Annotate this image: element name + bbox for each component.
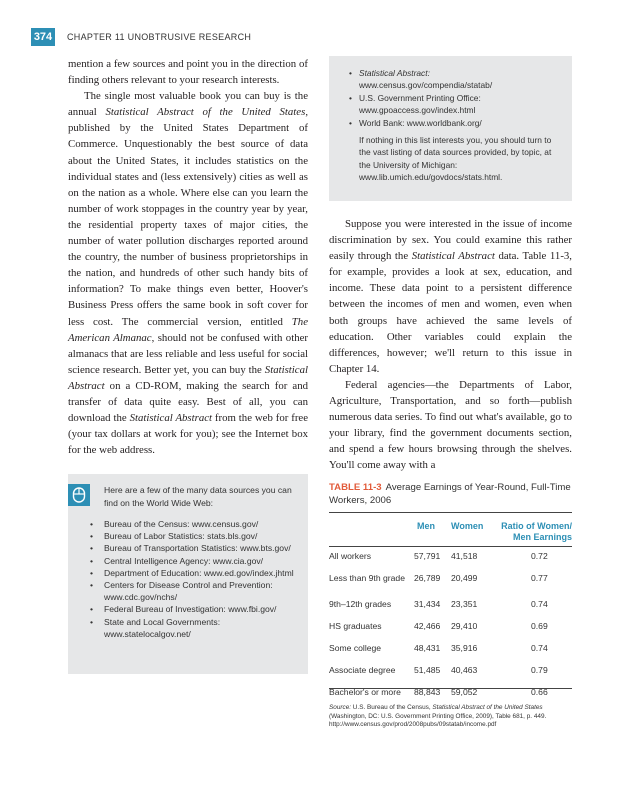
box-intro: Here are a few of the many data sources you can find on the World Wide Web: (104, 485, 292, 508)
data-sources-box-continued (329, 56, 572, 201)
paragraph: Suppose you were interested in the issue of income discrimination by sex. You could examine this rather easily through the Statistical Abstract data. Table 11-3, for example, provides a look at sex, education, and income. These data point to a persistent difference between the incomes of men and women, even when both groups have achieved the same levels of education. Other variables could explain the differences, however; we'll return to this issue in Chapter 14. (329, 218, 573, 375)
table-label: TABLE 11-3 (329, 482, 382, 493)
list-item: • U.S. Government Printing Office: www.gpoaccess.gov/index.html (349, 92, 562, 117)
table-rule-bottom (329, 688, 572, 689)
table-row: 9th–12th grades 31,434 23,351 0.74 (329, 599, 548, 609)
internet-sources-box (68, 474, 308, 674)
list-item (349, 117, 562, 129)
table-row: Some college 48,431 35,916 0.74 (329, 643, 548, 653)
list-item[interactable]: • Bureau of the Census: www.census.gov/ (90, 518, 305, 530)
source-list (90, 518, 305, 640)
mouse-icon (68, 484, 90, 506)
paragraph: The single most valuable book you can buy is the annual Statistical Abstract of the United States, published by the United States Department of Commerce. Unquestionably the best source of data about the United States, it includes statistics on the individual states and (less extensively) cities as well as on the nation as a whole. Where else can you learn the number of work stoppages in the country year by year, the residential property taxes of major cities, the number of water pollution discharges reported around the country, the number of business proprietorships in the nation, and hundreds of other such handy bits of information? To make things even better, Hoover's Business Press offers the same book in soft cover for less cost. The commercial version, entitled The American Almanac, should not be confused with other almanacs that are less reliable and less useful for social science research. Better yet, you can buy the Statistical Abstract on a CD-ROM, making the search for and transfer of data quite easy. Best of all, you can download the Statistical Abstract from the web for free (your tax dollars at work for you); see the Internet box for the web address. (68, 90, 309, 457)
table-row: Associate degree 51,485 40,463 0.79 (329, 665, 548, 675)
table-title: TABLE 11-3 Average Earnings of Year-Round, Full-Time Workers, 2006 (329, 482, 571, 506)
list-item[interactable]: • Centers for Disease Control and Prevention: www.cdc.gov/nchs/ (90, 579, 305, 603)
list-item[interactable]: • State and Local Governments: www.statelocalgov.net/ (90, 616, 305, 640)
list-item[interactable]: • Bureau of Labor Statistics: stats.bls.gov/ (90, 530, 305, 542)
box-note: If nothing in this list interests you, you should turn to the vast listing of data sources provided, by topic, at the University of Michigan: www.lib.umich.edu/govdocs/stats.html. (359, 135, 552, 183)
list-item: • Statistical Abstract: www.census.gov/compendia/statab/ (349, 67, 562, 92)
list-item[interactable]: • Bureau of Transportation Statistics: www.bts.gov/ (90, 542, 305, 554)
list-item[interactable]: • Central Intelligence Agency: www.cia.gov/ (90, 555, 305, 567)
table-body (329, 551, 572, 709)
link[interactable]: www.gpoaccess.gov/index.html (359, 105, 476, 116)
link[interactable]: World Bank: www.worldbank.org/ (359, 117, 482, 128)
left-column (68, 56, 308, 458)
list-item[interactable]: • Federal Bureau of Investigation: www.fbi.gov/ (90, 603, 305, 615)
table-row: Less than 9th grade 26,789 20,499 0.77 (329, 573, 548, 583)
table-row: HS graduates 42,466 29,410 0.69 (329, 621, 548, 631)
page-number: 374 (31, 28, 55, 46)
link[interactable]: www.census.gov/compendia/statab/ (359, 80, 493, 91)
column-header-ratio: Ratio of Women/ Men Earnings (501, 521, 572, 542)
paragraph: Federal agencies—the Departments of Labor, Agriculture, Transportation, and so forth—publish numerous data series. To find out what's available, go to your library, find the government documents section, and spend a few hours browsing through the shelves. You'll come away with a (329, 378, 572, 472)
chapter-title: CHAPTER 11 UNOBTRUSIVE RESEARCH (67, 32, 252, 42)
list-item[interactable]: • Department of Education: www.ed.gov/index.jhtml (90, 567, 305, 579)
table-row: All workers 57,791 41,518 0.72 (329, 551, 548, 561)
column-header-men: Men (417, 521, 435, 531)
table-rule-top (329, 512, 572, 513)
paragraph: mention a few sources and point you in the direction of finding others relevant to your research interests. (68, 58, 308, 87)
table-row: Bachelor's or more 88,843 59,052 0.66 (329, 687, 548, 697)
column-header-women: Women (451, 521, 484, 531)
running-header (31, 28, 251, 46)
right-column (329, 216, 572, 474)
table-source-note: Source: U.S. Bureau of the Census, Statistical Abstract of the United States (Washington, DC: U.S. Government Printing Office, 2009), Table 681, p. 449. http://www.census.gov/prod/2008pubs/09statab/income.pdf (329, 704, 547, 729)
table-rule-header (329, 546, 572, 547)
